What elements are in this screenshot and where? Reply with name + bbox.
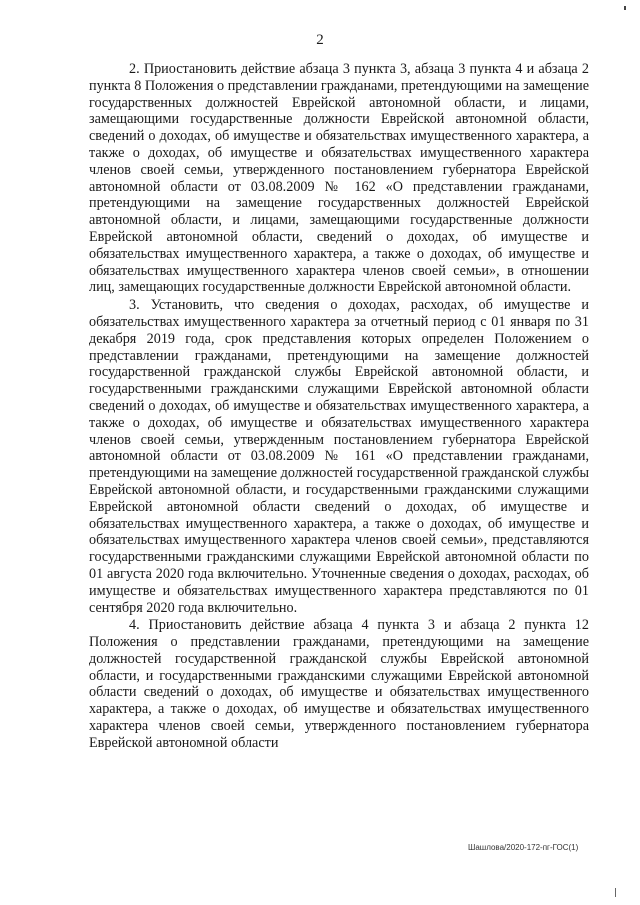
scan-mark — [624, 6, 626, 10]
document-body — [89, 61, 589, 752]
document-footer-code: Шашлова/2020-172-пг-ГОС(1) — [468, 843, 579, 852]
scan-mark-bottom — [615, 888, 616, 897]
page-number: 2 — [316, 32, 324, 48]
paragraph-4: 4. Приостановить действие абзаца 4 пункта 3 и абзаца 2 пункта 12 Положения о представлении гражданами, претендующими на замещение должностей государственной гражданской службы Еврейской автономной области, и государственными гражданскими служащими Еврейской автономной области сведений о доходах, об имуществе и обязательствах имущественного характера, а также о доходах, об имуществе и обязательствах имущественного характера членов своей семьи, утвержденного постановлением губернатора Еврейской автономной области — [89, 617, 589, 751]
paragraph-3: 3. Установить, что сведения о доходах, расходах, об имуществе и обязательствах имущественного характера за отчетный период с 01 января по 31 декабря 2019 года, срок представления которых определен Положением о представлении гражданами, претендующими на замещение должностей государственной гражданской службы Еврейской автономной области, и государственными гражданскими служащими Еврейской автономной области сведений о доходах, об имуществе и обязательствах имущественного характера, а также о доходах, об имуществе и обязательствах имущественного характера членов своей семьи, утвержденным постановлением губернатора Еврейской автономной области от 03.08.2009 № 161 «О представлении гражданами, претендующими на замещение должностей государственной гражданской службы Еврейской автономной области, и государственными гражданскими служащими Еврейской автономной области сведений о доходах, об имуществе и обязательствах имущественного характера, а также о доходах, об имуществе и обязательствах имущественного характера членов своей семьи», представляются государственными гражданскими служащими Еврейской автономной области по 01 августа 2020 года включительно. Уточненные сведения о доходах, расходах, об имуществе и обязательствах имущественного характера представляются по 01 сентября 2020 года включительно. — [89, 297, 589, 616]
paragraph-2: 2. Приостановить действие абзаца 3 пункта 3, абзаца 3 пункта 4 и абзаца 2 пункта 8 Положения о представлении гражданами, претендующими на замещение государственных должностей Еврейской автономной области, и лицами, замещающими государственные должности Еврейской автономной области, сведений о доходах, об имуществе и обязательствах имущественного характера, а также о доходах, об имуществе и обязательствах имущественного характера членов своей семьи, утвержденного постановлением губернатора Еврейской автономной области от 03.08.2009 № 162 «О представлении гражданами, претендующими на замещение государственных должностей Еврейской автономной области, и лицами, замещающими государственные должности Еврейской автономной области, сведений о доходах, об имуществе и обязательствах имущественного характера, а также о доходах, об имуществе и обязательствах имущественного характера членов своей семьи», в отношении лиц, замещающих государственные должности Еврейской автономной области. — [89, 61, 589, 296]
